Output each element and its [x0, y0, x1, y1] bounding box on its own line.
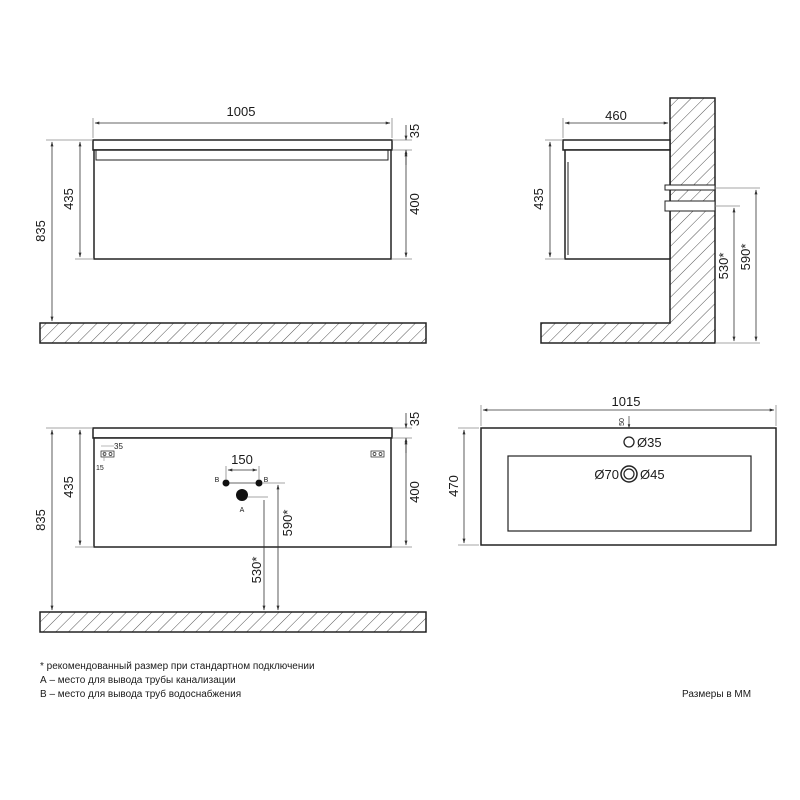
cabinet-front: [94, 150, 391, 259]
front-cabinet-height-label: 400: [407, 193, 422, 215]
side-view: [541, 98, 760, 343]
back-body-height-label: 435: [61, 476, 76, 498]
note-recommended: * рекомендованный размер при стандартном подключении: [40, 661, 315, 672]
side-drain-height-label: 530*: [716, 252, 731, 280]
floor-hatch-back: [40, 612, 426, 632]
floor-hatch-front: [40, 323, 426, 343]
supply-pipe: [665, 185, 715, 190]
back-corner-height-label: 15: [96, 465, 104, 472]
side-body-height-label: 435: [531, 188, 546, 210]
note-drain-a: А – место для вывода трубы канализации: [40, 675, 236, 686]
front-top-thickness-label: 35: [407, 123, 422, 139]
front-floor-height-label: 835: [33, 220, 48, 242]
back-top-thickness-label: 35: [407, 411, 422, 427]
back-label-b-right: B: [263, 477, 269, 484]
units-note: Размеры в ММ: [682, 689, 752, 700]
basin-outline: [481, 428, 776, 545]
front-width-label: 1005: [226, 104, 256, 119]
drain-point: [236, 489, 248, 501]
back-view: [40, 413, 426, 632]
front-body-height-label: 435: [61, 188, 76, 210]
countertop-side: [563, 140, 670, 150]
side-supply-height-label: 590*: [738, 243, 753, 271]
top-depth-label: 470: [446, 475, 461, 497]
back-corner-width-label: 35: [114, 442, 123, 451]
top-drain-inner-label: Ø45: [640, 467, 665, 482]
back-label-b-left: B: [214, 477, 220, 484]
countertop-back: [93, 428, 392, 438]
supply-point-left: [223, 480, 230, 487]
back-label-a: A: [239, 507, 245, 514]
countertop-front: [93, 140, 392, 150]
back-cabinet-height-label: 400: [407, 481, 422, 503]
cabinet-side: [565, 150, 670, 259]
front-view: [40, 118, 426, 343]
drain-pipe: [665, 201, 715, 211]
top-faucet-offset-label: 50: [619, 418, 626, 426]
back-supply-height-label: 590*: [280, 509, 295, 537]
top-drain-outer-label: Ø70: [594, 467, 619, 482]
note-supply-b: В – место для вывода труб водоснабжения: [40, 689, 242, 700]
top-faucet-hole-label: Ø35: [637, 435, 662, 450]
back-floor-height-label: 835: [33, 509, 48, 531]
side-depth-label: 460: [605, 108, 627, 123]
back-supply-spacing-label: 150: [231, 452, 253, 467]
supply-point-right: [256, 480, 263, 487]
top-width-label: 1015: [611, 394, 641, 409]
notes-block: [40, 660, 315, 702]
back-drain-height-label: 530*: [249, 556, 264, 584]
